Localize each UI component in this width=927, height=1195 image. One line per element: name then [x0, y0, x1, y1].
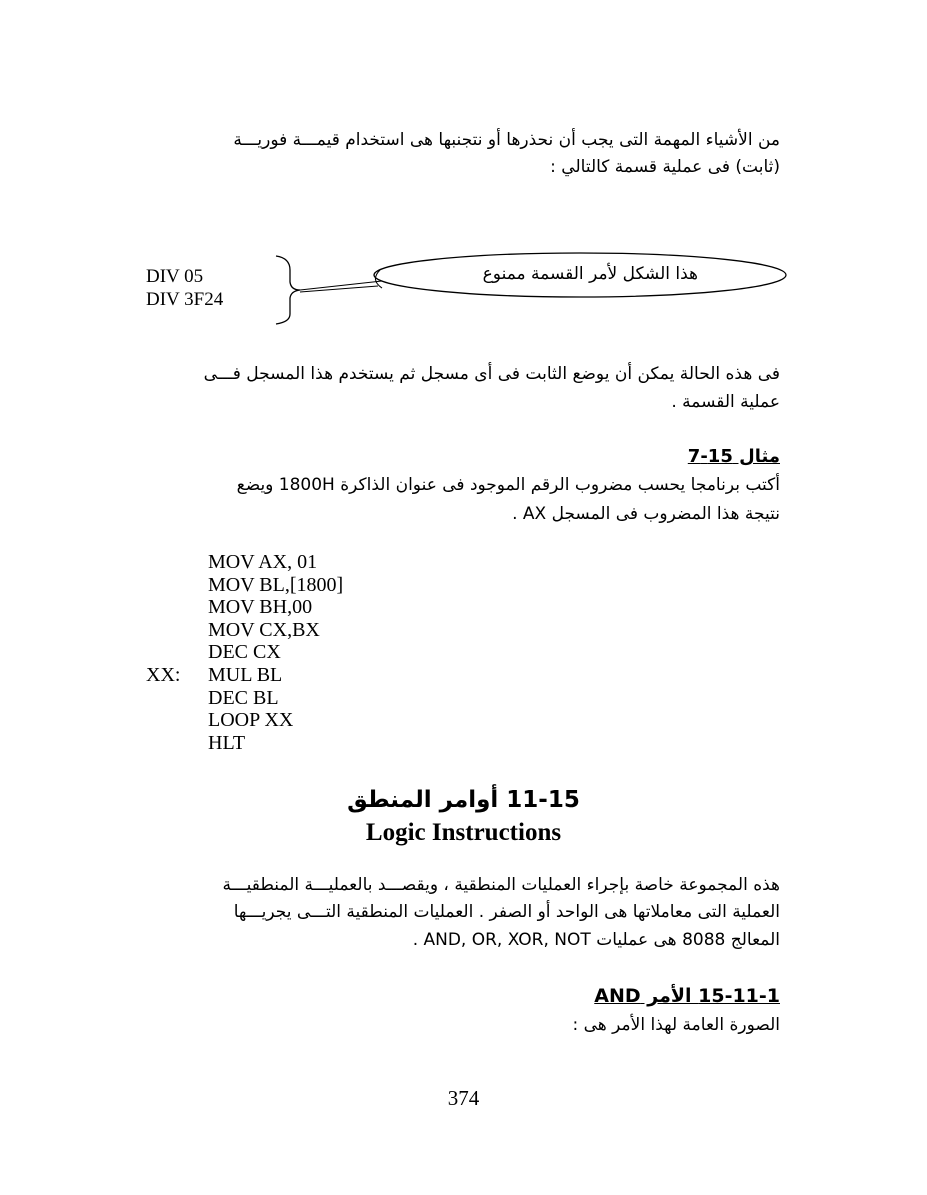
section-title-english: Logic Instructions: [365, 819, 562, 846]
div-code-line-1: DIV 05: [146, 266, 204, 287]
note-line-2: عملية القسمة .: [671, 392, 780, 412]
code-line: DEC BL: [208, 686, 279, 709]
example-line-1: أكتب برنامجا يحسب مضروب الرقم الموجود فى عنوان الذاكرة 1800H ويضع: [236, 475, 780, 495]
loop-label: XX:: [146, 664, 181, 686]
code-line: MUL BL: [208, 663, 283, 686]
subsection-line-1: الصورة العامة لهذا الأمر هى :: [572, 1015, 780, 1035]
code-line: LOOP XX: [208, 709, 294, 732]
subsection-heading: 15-11-1 الأمر AND: [594, 985, 780, 1007]
section-title-arabic: 11-15 أوامر المنطق: [347, 787, 580, 813]
code-line: HLT: [208, 731, 246, 754]
callout-text: هذا الشكل لأمر القسمة ممنوع: [482, 264, 698, 284]
code-line: MOV AX, 01: [208, 551, 318, 573]
callout-bubble-tail: [375, 270, 382, 288]
intro-line-2: (ثابت) فى عملية قسمة كالتالي :: [550, 157, 780, 177]
example-heading: مثال 15-7: [687, 446, 780, 467]
code-line: MOV BH,00: [208, 596, 313, 619]
example-line-2: نتيجة هذا المضروب فى المسجل AX .: [512, 504, 780, 524]
code-line: MOV CX,BX: [208, 618, 320, 641]
code-line: MOV BL,[1800]: [208, 573, 344, 596]
logic-para-line-3: المعالج 8088 هى عمليات AND, OR, XOR, NOT .: [412, 930, 780, 950]
intro-line-1: من الأشياء المهمة التى يجب أن نحذرها أو نتجنبها هى استخدام قيمـــة فوريـــة: [233, 130, 780, 150]
code-block: [208, 551, 343, 754]
note-line-1: فى هذه الحالة يمكن أن يوضع الثابت فى أى مسجل ثم يستخدم هذا المسجل فـــى: [203, 364, 780, 384]
logic-para-line-2: العملية التى معاملاتها هى الواحد أو الصفر . العمليات المنطقية التـــى يجريـــها: [233, 902, 780, 922]
div-code-line-2: DIV 3F24: [146, 289, 224, 310]
brace-shape: [276, 256, 300, 324]
callout-pointer: [300, 281, 382, 292]
page-number: 374: [447, 1086, 480, 1110]
logic-para-line-1: هذه المجموعة خاصة بإجراء العمليات المنطقية ، ويقصـــد بالعمليـــة المنطقيـــة: [222, 875, 780, 895]
code-line: DEC CX: [208, 641, 281, 664]
